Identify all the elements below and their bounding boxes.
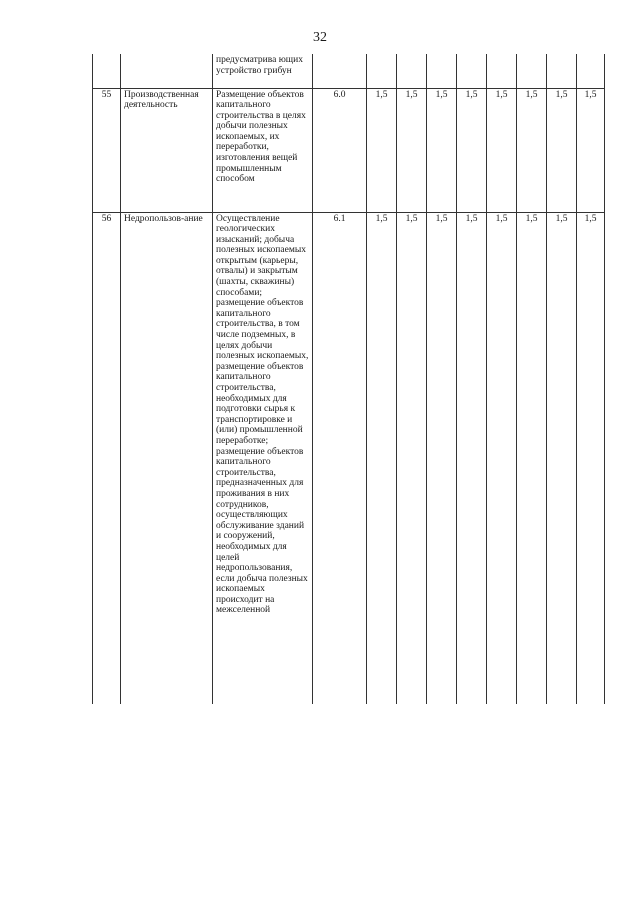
cell-value: 1,5 xyxy=(517,212,547,704)
cell-value: 1,5 xyxy=(457,88,487,212)
cell-value xyxy=(487,54,517,88)
cell-num xyxy=(93,54,121,88)
table-row-continuation xyxy=(93,54,605,88)
cell-code: 6.1 xyxy=(313,212,367,704)
cell-description: предусматрива ющих устройство грибун xyxy=(213,54,313,88)
table-row xyxy=(93,88,605,212)
cell-code xyxy=(313,54,367,88)
cell-value: 1,5 xyxy=(427,212,457,704)
cell-value: 1,5 xyxy=(427,88,457,212)
cell-num: 55 xyxy=(93,88,121,212)
cell-value: 1,5 xyxy=(367,88,397,212)
cell-value xyxy=(427,54,457,88)
cell-num: 56 xyxy=(93,212,121,704)
cell-value: 1,5 xyxy=(547,88,577,212)
cell-value: 1,5 xyxy=(487,212,517,704)
land-use-table xyxy=(92,54,605,704)
cell-value: 1,5 xyxy=(487,88,517,212)
cell-value xyxy=(577,54,605,88)
cell-name: Недропользов-ание xyxy=(121,212,213,704)
table-row xyxy=(93,212,605,704)
cell-value: 1,5 xyxy=(457,212,487,704)
cell-value: 1,5 xyxy=(547,212,577,704)
cell-value xyxy=(397,54,427,88)
cell-value: 1,5 xyxy=(577,88,605,212)
cell-value xyxy=(367,54,397,88)
cell-value: 1,5 xyxy=(367,212,397,704)
cell-value: 1,5 xyxy=(397,88,427,212)
cell-description: Размещение объектов капитального строительства в целях добычи полезных ископаемых, их переработки, изготовления вещей промышленным способом xyxy=(213,88,313,212)
cell-code: 6.0 xyxy=(313,88,367,212)
cell-description: Осуществление геологических изысканий; добыча полезных ископаемых открытым (карьеры, отвалы) и закрытым (шахты, скважины) способами; размещение объектов капитального строительства, в том числе подземных, в целях добычи полезных ископаемых, размещение объектов капитального строительства, необходимых для подготовки сырья к транспортировке и (или) промышленной переработке; размещение объектов капитального строительства, предназначенных для проживания в них сотрудников, осуществляющих обслуживание зданий и сооружений, необходимых для целей недропользования, если добыча полезных ископаемых происходит на межселенной xyxy=(213,212,313,704)
cell-value xyxy=(517,54,547,88)
cell-value: 1,5 xyxy=(397,212,427,704)
page-number: 32 xyxy=(313,30,327,45)
cell-name: Производственная деятельность xyxy=(121,88,213,212)
cell-name xyxy=(121,54,213,88)
cell-value: 1,5 xyxy=(577,212,605,704)
cell-value xyxy=(457,54,487,88)
cell-value xyxy=(547,54,577,88)
cell-value: 1,5 xyxy=(517,88,547,212)
